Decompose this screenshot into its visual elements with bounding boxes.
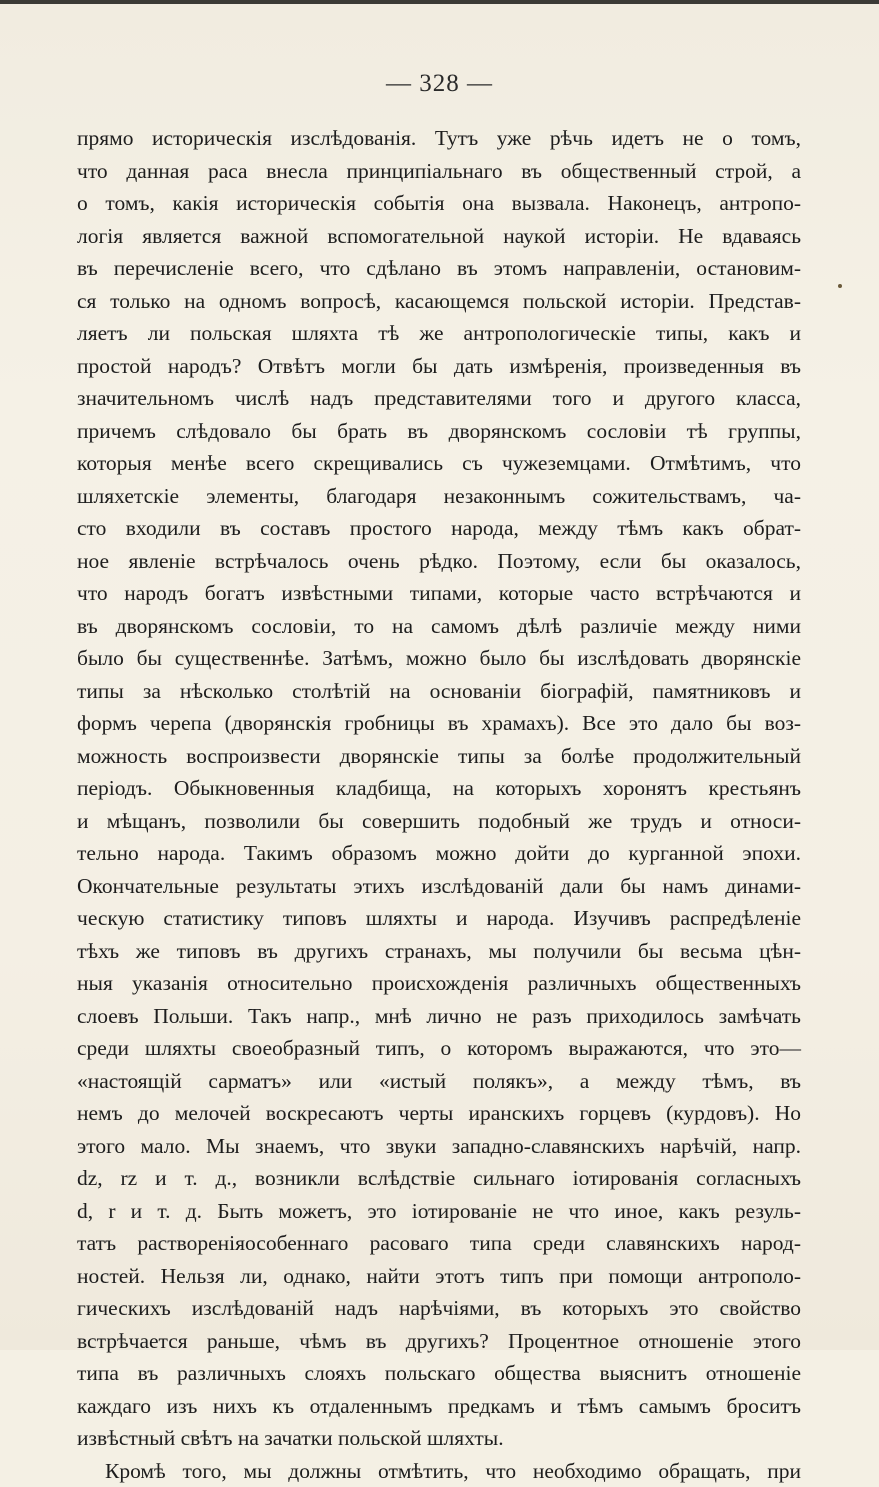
body-text [77, 122, 801, 1487]
text-line: типы за нѣсколько столѣтій на основаніи біографій, памятниковъ и [77, 675, 801, 708]
text-line: причемъ слѣдовало бы брать въ дворянскомъ сословіи тѣ группы, [77, 415, 801, 448]
text-line: ное явленіе встрѣчалось очень рѣдко. Поэтому, если бы оказалось, [77, 545, 801, 578]
text-line: тѣхъ же типовъ въ другихъ странахъ, мы получили бы весьма цѣн- [77, 935, 801, 968]
page-number: — 328 — [0, 70, 879, 98]
text-line: было бы существеннѣе. Затѣмъ, можно было бы изслѣдовать дворянскіе [77, 642, 801, 675]
text-line: значительномъ числѣ надъ представителями того и другого класса, [77, 382, 801, 415]
text-line: простой народъ? Отвѣтъ могли бы дать измѣренія, произведенныя въ [77, 350, 801, 383]
text-line: періодъ. Обыкновенныя кладбища, на которыхъ хоронятъ крестьянъ [77, 772, 801, 805]
page-top-edge [0, 0, 879, 4]
text-line: прямо историческія изслѣдованія. Тутъ уже рѣчь идетъ не о томъ, [77, 122, 801, 155]
text-line: каждаго изъ нихъ къ отдаленнымъ предкамъ и тѣмъ самымъ броситъ [77, 1390, 801, 1423]
text-line: этого мало. Мы знаемъ, что звуки западно-славянскихъ нарѣчій, напр. [77, 1130, 801, 1163]
text-line: ся только на одномъ вопросѣ, касающемся польской исторіи. Представ- [77, 285, 801, 318]
text-line: которыя менѣе всего скрещивались съ чужеземцами. Отмѣтимъ, что [77, 447, 801, 480]
text-line: въ перечисленіе всего, что сдѣлано въ этомъ направленіи, остановим- [77, 252, 801, 285]
paper-speck [838, 284, 842, 288]
text-line: ческую статистику типовъ шляхты и народа. Изучивъ распредѣленіе [77, 902, 801, 935]
text-line: логія является важной вспомогательной наукой исторіи. Не вдаваясь [77, 220, 801, 253]
text-line: что данная раса внесла принципіальнаго въ общественный строй, а [77, 155, 801, 188]
text-line: d, r и т. д. Быть можетъ, это іотированіе не что иное, какъ резуль- [77, 1195, 801, 1228]
text-line: ляетъ ли польская шляхта тѣ же антропологическіе типы, какъ и [77, 317, 801, 350]
text-line: въ дворянскомъ сословіи, то на самомъ дѣлѣ различіе между ними [77, 610, 801, 643]
text-line: Кромѣ того, мы должны отмѣтить, что необходимо обращать, при [77, 1455, 801, 1487]
text-line: ныя указанія относительно происхожденія различныхъ общественныхъ [77, 967, 801, 1000]
text-line: ностей. Нельзя ли, однако, найти этотъ типъ при помощи антрополо- [77, 1260, 801, 1293]
text-line: тельно народа. Такимъ образомъ можно дойти до курганной эпохи. [77, 837, 801, 870]
text-line: сто входили въ составъ простого народа, между тѣмъ какъ обрат- [77, 512, 801, 545]
text-line: извѣстный свѣтъ на зачатки польской шляхты. [77, 1422, 801, 1455]
text-line: шляхетскіе элементы, благодаря незаконнымъ сожительствамъ, ча- [77, 480, 801, 513]
text-line: слоевъ Польши. Такъ напр., мнѣ лично не разъ приходилось замѣчать [77, 1000, 801, 1033]
text-line: «настоящій сарматъ» или «истый полякъ», а между тѣмъ, въ [77, 1065, 801, 1098]
text-line: немъ до мелочей воскресаютъ черты иранскихъ горцевъ (курдовъ). Но [77, 1097, 801, 1130]
text-line: о томъ, какія историческія событія она вызвала. Наконецъ, антропо- [77, 187, 801, 220]
text-line: Окончательные результаты этихъ изслѣдованій дали бы намъ динами- [77, 870, 801, 903]
text-line: что народъ богатъ извѣстными типами, которые часто встрѣчаются и [77, 577, 801, 610]
text-line: формъ черепа (дворянскія гробницы въ храмахъ). Все это дало бы воз- [77, 707, 801, 740]
text-line: типа въ различныхъ слояхъ польскаго общества выяснитъ отношеніе [77, 1357, 801, 1390]
text-line: и мѣщанъ, позволили бы совершить подобный же трудъ и относи- [77, 805, 801, 838]
text-line: среди шляхты своеобразный типъ, о которомъ выражаются, что это— [77, 1032, 801, 1065]
text-line: татъ раствореніяособеннаго расоваго типа среди славянскихъ народ- [77, 1227, 801, 1260]
text-line: dz, rz и т. д., возникли вслѣдствіе сильнаго іотированія согласныхъ [77, 1162, 801, 1195]
text-line: встрѣчается раньше, чѣмъ въ другихъ? Процентное отношеніе этого [77, 1325, 801, 1358]
text-line: гическихъ изслѣдованій надъ нарѣчіями, въ которыхъ это свойство [77, 1292, 801, 1325]
text-line: можность воспроизвести дворянскіе типы за болѣе продолжительный [77, 740, 801, 773]
